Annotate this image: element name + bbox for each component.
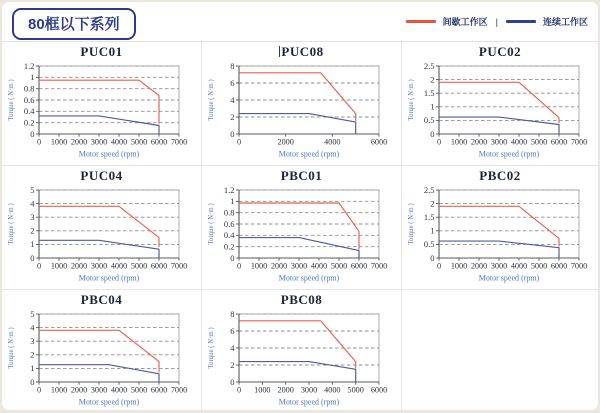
svg-text:2: 2 xyxy=(430,74,435,85)
svg-text:6000: 6000 xyxy=(150,385,168,395)
svg-text:0: 0 xyxy=(430,128,435,139)
chart-cell xyxy=(2,42,202,166)
svg-text:0: 0 xyxy=(30,376,35,387)
svg-text:2: 2 xyxy=(230,111,235,122)
chart-title: PUC04 xyxy=(80,168,123,183)
intermittent-line-swatch xyxy=(406,20,436,23)
chart-title: PBC08 xyxy=(280,292,323,307)
svg-text:5000: 5000 xyxy=(330,261,348,271)
svg-text:7000: 7000 xyxy=(170,261,188,271)
svg-text:5000: 5000 xyxy=(347,385,364,395)
svg-text:3000: 3000 xyxy=(290,261,308,271)
svg-text:6000: 6000 xyxy=(550,137,568,147)
svg-text:6000: 6000 xyxy=(350,261,368,271)
svg-text:2000: 2000 xyxy=(470,137,488,147)
empty-cell xyxy=(402,290,598,410)
svg-text:7000: 7000 xyxy=(170,137,188,147)
svg-text:0.6: 0.6 xyxy=(23,94,35,105)
svg-text:1.5: 1.5 xyxy=(423,212,435,222)
svg-text:5: 5 xyxy=(30,308,35,319)
text-cursor xyxy=(279,46,280,57)
svg-text:2000: 2000 xyxy=(270,261,288,271)
svg-text:4000: 4000 xyxy=(110,137,128,147)
svg-text:2000: 2000 xyxy=(470,261,488,271)
svg-text:4000: 4000 xyxy=(510,261,528,271)
svg-text:4000: 4000 xyxy=(324,137,341,147)
legend-intermittent-label: 间歇工作区 xyxy=(442,17,488,27)
svg-text:0: 0 xyxy=(236,261,242,271)
y-axis-label: Torque ( N·m ) xyxy=(408,203,415,245)
svg-text:0: 0 xyxy=(236,385,242,395)
svg-text:0: 0 xyxy=(236,137,242,147)
chart-plot xyxy=(202,307,402,410)
svg-text:4: 4 xyxy=(230,342,235,353)
svg-text:4000: 4000 xyxy=(510,137,528,147)
legend-separator: | xyxy=(495,16,498,27)
svg-text:0.5: 0.5 xyxy=(423,115,435,126)
legend xyxy=(406,15,588,28)
y-axis-label: Torque ( N·m ) xyxy=(208,203,215,245)
svg-text:0.5: 0.5 xyxy=(423,239,435,250)
svg-text:1: 1 xyxy=(30,239,35,250)
y-axis-label: Torque ( N·m ) xyxy=(8,327,15,369)
svg-text:5000: 5000 xyxy=(130,137,148,147)
chart-plot xyxy=(402,183,598,289)
chart-cell xyxy=(2,166,202,290)
svg-text:5: 5 xyxy=(30,184,35,195)
svg-text:3000: 3000 xyxy=(490,137,508,147)
chart-cell xyxy=(402,42,598,166)
svg-text:1000: 1000 xyxy=(450,137,468,147)
svg-text:2000: 2000 xyxy=(277,137,294,147)
svg-text:1.2: 1.2 xyxy=(223,184,235,195)
svg-text:6000: 6000 xyxy=(370,137,388,147)
svg-text:1.5: 1.5 xyxy=(423,88,435,98)
svg-text:0: 0 xyxy=(430,252,435,263)
svg-text:6: 6 xyxy=(230,325,235,336)
svg-text:6000: 6000 xyxy=(550,261,568,271)
svg-text:0.8: 0.8 xyxy=(223,207,235,218)
svg-text:3: 3 xyxy=(30,336,35,346)
x-axis-label: Motor speed (rpm) xyxy=(278,397,340,407)
svg-text:2.5: 2.5 xyxy=(423,60,435,71)
svg-text:4: 4 xyxy=(230,94,235,105)
legend-continuous-label: 连续工作区 xyxy=(542,17,588,27)
svg-text:0: 0 xyxy=(230,128,235,139)
svg-text:1000: 1000 xyxy=(50,137,68,147)
content-panel xyxy=(2,2,598,410)
svg-text:0: 0 xyxy=(230,252,235,263)
svg-text:2: 2 xyxy=(30,225,35,236)
svg-text:2: 2 xyxy=(430,198,435,209)
svg-text:0: 0 xyxy=(30,252,35,263)
chart-cell xyxy=(202,166,402,290)
svg-text:4000: 4000 xyxy=(324,385,341,395)
svg-text:2000: 2000 xyxy=(277,385,294,395)
svg-text:2: 2 xyxy=(230,359,235,370)
svg-text:1000: 1000 xyxy=(254,385,271,395)
y-axis-label: Torque ( N·m ) xyxy=(208,327,215,369)
svg-text:1: 1 xyxy=(430,101,435,112)
y-axis-label: Torque ( N·m ) xyxy=(408,79,415,121)
svg-text:5000: 5000 xyxy=(130,385,148,395)
svg-text:3000: 3000 xyxy=(90,261,108,271)
svg-text:1: 1 xyxy=(230,196,235,207)
chart-plot xyxy=(202,183,402,289)
svg-text:1000: 1000 xyxy=(50,385,68,395)
svg-text:6000: 6000 xyxy=(150,137,168,147)
topbar xyxy=(2,2,598,41)
continuous-line-swatch xyxy=(506,20,536,23)
svg-text:4: 4 xyxy=(30,198,35,209)
svg-text:3000: 3000 xyxy=(90,385,108,395)
svg-text:1000: 1000 xyxy=(450,261,468,271)
chart-title: PUC01 xyxy=(80,44,123,59)
chart-title: PBC01 xyxy=(280,168,323,183)
chart-plot xyxy=(2,59,202,165)
chart-plot xyxy=(202,59,402,165)
svg-text:0: 0 xyxy=(36,137,42,147)
svg-text:3000: 3000 xyxy=(490,261,508,271)
svg-text:5000: 5000 xyxy=(130,261,148,271)
x-axis-label: Motor speed (rpm) xyxy=(478,273,540,283)
chart-plot xyxy=(2,307,202,410)
x-axis-label: Motor speed (rpm) xyxy=(478,149,540,159)
svg-text:7000: 7000 xyxy=(570,261,588,271)
svg-text:0: 0 xyxy=(36,385,42,395)
chart-title: PUC02 xyxy=(478,44,522,59)
svg-text:2000: 2000 xyxy=(70,137,88,147)
svg-text:6000: 6000 xyxy=(370,385,388,395)
svg-text:3000: 3000 xyxy=(300,385,318,395)
y-axis-label: Torque ( N·m ) xyxy=(8,203,15,245)
svg-text:2000: 2000 xyxy=(70,261,88,271)
chart-plot xyxy=(402,59,598,165)
chart-cell xyxy=(202,42,402,166)
svg-text:4000: 4000 xyxy=(310,261,328,271)
svg-text:3000: 3000 xyxy=(90,137,108,147)
svg-text:7000: 7000 xyxy=(170,385,188,395)
svg-text:4: 4 xyxy=(30,322,35,333)
svg-text:0.4: 0.4 xyxy=(223,230,235,241)
series-title-badge xyxy=(12,8,136,40)
chart-title: PBC02 xyxy=(479,168,521,183)
chart-title: PBC04 xyxy=(80,292,123,307)
svg-text:3: 3 xyxy=(30,212,35,222)
x-axis-label: Motor speed (rpm) xyxy=(278,273,340,283)
chart-plot xyxy=(2,183,202,289)
x-axis-label: Motor speed (rpm) xyxy=(78,273,140,283)
svg-text:0: 0 xyxy=(436,137,442,147)
chart-title: PUC08 xyxy=(281,44,324,59)
svg-text:6000: 6000 xyxy=(150,261,168,271)
chart-cell xyxy=(2,290,202,410)
svg-text:4000: 4000 xyxy=(110,385,128,395)
svg-text:2000: 2000 xyxy=(70,385,88,395)
svg-text:0.2: 0.2 xyxy=(23,117,35,128)
y-axis-label: Torque ( N·m ) xyxy=(8,79,15,121)
svg-text:1000: 1000 xyxy=(250,261,268,271)
chart-cell xyxy=(202,290,402,410)
svg-text:0.6: 0.6 xyxy=(223,218,235,229)
svg-text:8: 8 xyxy=(230,60,235,71)
svg-text:0.4: 0.4 xyxy=(23,106,35,117)
svg-text:1: 1 xyxy=(430,225,435,236)
svg-text:0.8: 0.8 xyxy=(23,83,35,94)
x-axis-label: Motor speed (rpm) xyxy=(278,149,340,159)
chart-cell xyxy=(402,166,598,290)
svg-text:5000: 5000 xyxy=(530,261,548,271)
svg-text:1000: 1000 xyxy=(50,261,68,271)
svg-text:0: 0 xyxy=(36,261,42,271)
charts-grid xyxy=(2,41,598,410)
svg-text:7000: 7000 xyxy=(370,261,388,271)
svg-text:8: 8 xyxy=(230,308,235,319)
svg-text:6: 6 xyxy=(230,77,235,88)
svg-text:0: 0 xyxy=(230,376,235,387)
svg-text:2: 2 xyxy=(30,349,35,360)
svg-text:0: 0 xyxy=(436,261,442,271)
x-axis-label: Motor speed (rpm) xyxy=(78,397,140,407)
series-title: 80框以下系列 xyxy=(28,16,120,33)
svg-text:7000: 7000 xyxy=(570,137,588,147)
svg-text:1.2: 1.2 xyxy=(23,60,35,71)
svg-text:1: 1 xyxy=(30,72,35,83)
svg-text:0: 0 xyxy=(30,128,35,139)
x-axis-label: Motor speed (rpm) xyxy=(78,149,140,159)
y-axis-label: Torque ( N·m ) xyxy=(208,79,215,121)
svg-text:1: 1 xyxy=(30,363,35,374)
svg-text:5000: 5000 xyxy=(530,137,548,147)
svg-text:4000: 4000 xyxy=(110,261,128,271)
svg-text:0.2: 0.2 xyxy=(223,241,235,252)
svg-text:2.5: 2.5 xyxy=(423,184,435,195)
